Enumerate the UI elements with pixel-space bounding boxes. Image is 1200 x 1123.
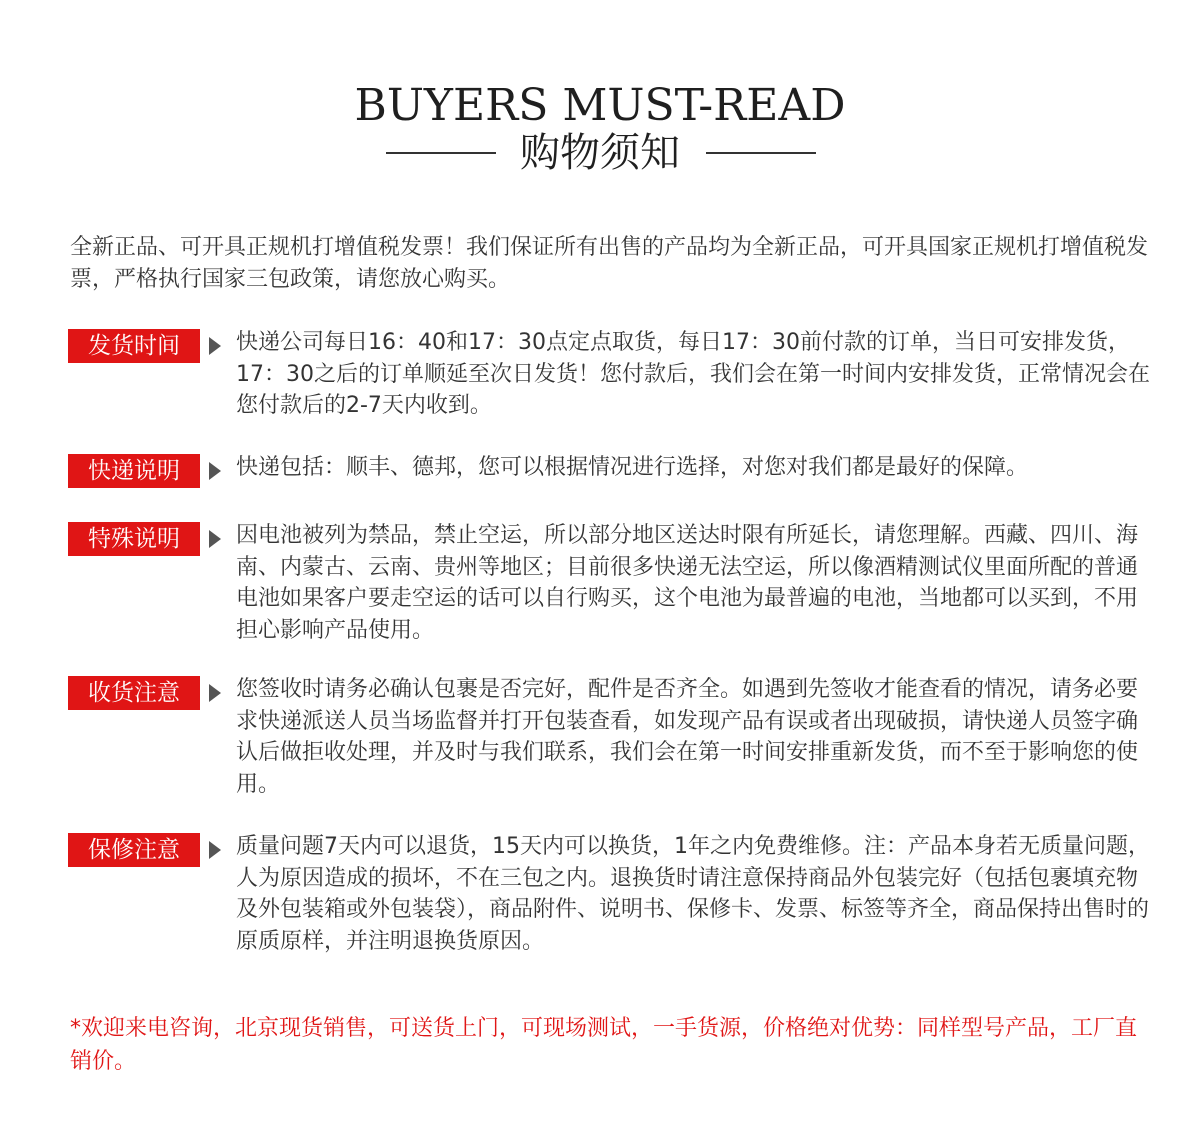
- page-title-chinese: 购物须知: [520, 130, 680, 176]
- section-tag: 收货注意: [68, 676, 200, 710]
- page-header: [0, 0, 1200, 200]
- page-title-english: BUYERS MUST-READ: [354, 80, 846, 131]
- section-text: 快递公司每日16：40和17：30点定点取货，每日17：30前付款的订单，当日可安排发货，17：30之后的订单顺延至次日发货！您付款后，我们会在第一时间内安排发货，正常情况会在您付款后的2-7天内收到。: [236, 330, 1150, 418]
- triangle-arrow-icon: [209, 462, 221, 480]
- title-divider-right: [706, 152, 816, 154]
- page-title-chinese-row: [0, 128, 1200, 178]
- title-divider-left: [386, 152, 496, 154]
- footer-note: *欢迎来电咨询，北京现货销售，可送货上门，可现场测试，一手货源，价格绝对优势：同样型号产品，工厂直销价。: [70, 1016, 1138, 1074]
- section-tag: 特殊说明: [68, 522, 200, 556]
- triangle-arrow-icon: [209, 841, 221, 859]
- section-tag: 快递说明: [68, 454, 200, 488]
- intro-paragraph: 全新正品、可开具正规机打增值税发票！我们保证所有出售的产品均为全新正品，可开具国家正规机打增值税发票，严格执行国家三包政策，请您放心购买。: [70, 235, 1149, 292]
- triangle-arrow-icon: [209, 337, 221, 355]
- section-tag: 保修注意: [68, 833, 200, 867]
- section-text: 因电池被列为禁品，禁止空运，所以部分地区送达时限有所延长，请您理解。西藏、四川、海南、内蒙古、云南、贵州等地区；目前很多快递无法空运，所以像酒精测试仪里面所配的普通电池如果客户要走空运的话可以自行购买，这个电池为最普遍的电池，当地都可以买到，不用担心影响产品使用。: [236, 523, 1139, 643]
- triangle-arrow-icon: [209, 684, 221, 702]
- section-text: 您签收时请务必确认包裹是否完好，配件是否齐全。如遇到先签收才能查看的情况，请务必要求快递派送人员当场监督并打开包装查看，如发现产品有误或者出现破损，请快递人员签字确认后做拒收处理，并及时与我们联系，我们会在第一时间安排重新发货，而不至于影响您的使用。: [236, 677, 1139, 797]
- section-tag: 发货时间: [68, 329, 200, 363]
- triangle-arrow-icon: [209, 530, 221, 548]
- section-text: 快递包括：顺丰、德邦，您可以根据情况进行选择，对您对我们都是最好的保障。: [236, 455, 1029, 480]
- section-text: 质量问题7天内可以退货，15天内可以换货，1年之内免费维修。注：产品本身若无质量问题，人为原因造成的损坏，不在三包之内。退换货时请注意保持商品外包装完好（包括包裹填充物及外包装箱或外包装袋），商品附件、说明书、保修卡、发票、标签等齐全，商品保持出售时的原质原样，并注明退换货原因。: [236, 834, 1150, 954]
